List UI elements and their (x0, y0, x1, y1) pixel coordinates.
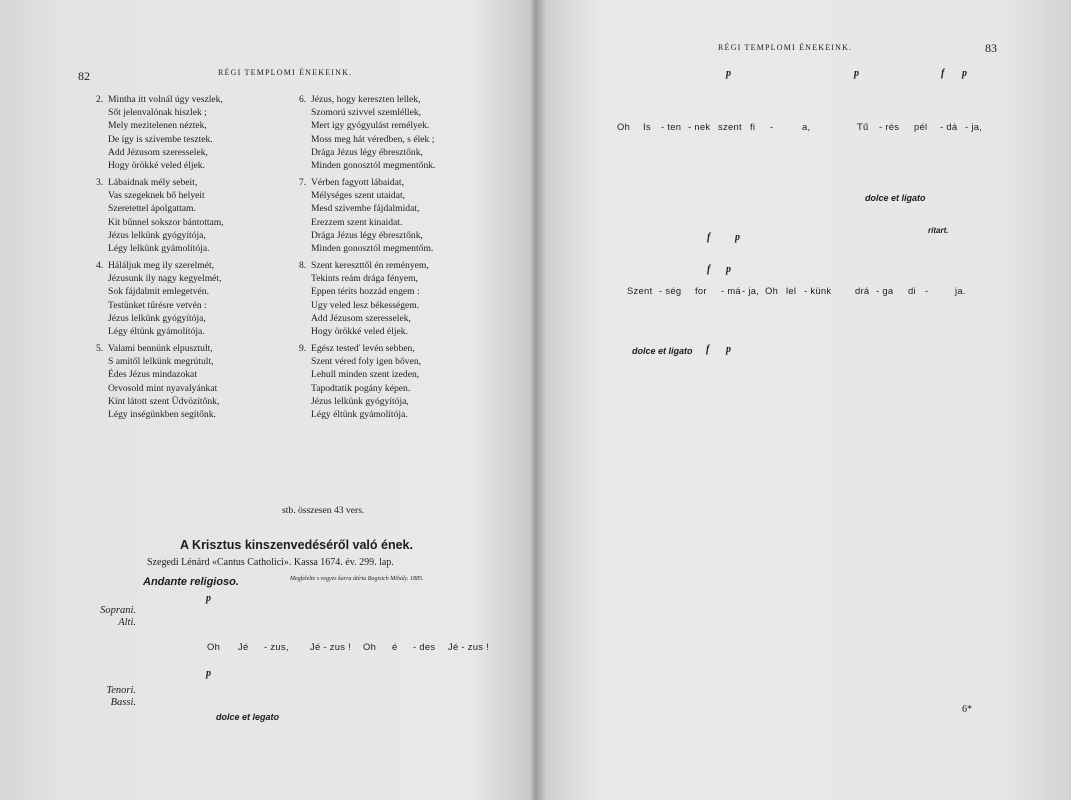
lyric-syllable: - des (413, 641, 436, 652)
lyric-syllable: a, (802, 121, 811, 132)
verse-line: Egész testeď levén sebben, (311, 343, 415, 354)
lyric-syllable: - (770, 121, 774, 132)
verse-line: Szent véred foly igen bőven, (311, 356, 422, 368)
verse-line: Drága Jézus légy ébresztőnk, (311, 229, 423, 241)
verse-number: 4. (96, 260, 104, 271)
lyric-syllable: drá (855, 285, 870, 296)
verse-number: 7. (299, 177, 307, 188)
verse-line: Add Jézusom szeresselek, (311, 312, 411, 324)
lyric-syllable: Oh (765, 285, 779, 296)
lyric-syllable: Is (643, 121, 651, 132)
verse-number: 8. (299, 260, 307, 271)
ritardando-mark: ritart. (928, 226, 949, 235)
voice-tenori: Tenori. (106, 685, 136, 696)
lyric-syllable: Tű (857, 121, 869, 132)
lyric-syllable: Szent (627, 285, 653, 296)
dynamic-mark: p (735, 232, 740, 243)
verse-line: Hogy örökké veled éljek. (311, 325, 408, 337)
lyric-syllable: é (392, 641, 398, 652)
verse-block (96, 93, 223, 172)
voice-soprani: Soprani. (100, 605, 136, 616)
dynamic-mark: p (726, 344, 731, 355)
verse-line: Orvosold mint nyavalyánkat (108, 382, 218, 394)
verse-line: Sok fájdalmit emlegetvén. (108, 286, 209, 298)
verse-line: Lábaidnak mély sebeit, (108, 177, 198, 188)
verse-line: Jézus lelkünk gyógyítója, (311, 395, 409, 407)
verse-line: Szent kereszttől én reményem, (311, 260, 429, 271)
dynamic-mark: f (707, 264, 711, 275)
arranger-credit: Megfelelte s vegyes karra átírta Bogisich Mihály. 1885. (290, 576, 424, 582)
lyric-syllable: di (908, 285, 916, 296)
verse-line: Valami bennünk elpusztult, (108, 343, 213, 354)
lyric-syllable: - (925, 285, 929, 296)
verse-line: De így is szivembe tesztek. (108, 133, 213, 145)
verse-line: Mélységes szent utaidat, (311, 190, 406, 202)
dynamic-mark: f (941, 68, 945, 79)
song-title: A Krisztus kinszenvedéséről való ének. (180, 538, 413, 552)
verse-line: Add Jézusom szeresselek, (108, 146, 208, 158)
dynamic-mark: f (707, 232, 711, 243)
verse-line: S amitől lelkünk megrútult, (108, 356, 214, 368)
expression-mark: dolce et ligato (865, 193, 926, 203)
dynamic-mark: f (706, 344, 710, 355)
lyric-syllable: - ja, (965, 121, 983, 132)
verse-block (96, 259, 222, 338)
dynamic-mark: p (206, 668, 211, 679)
lyric-syllable: Oh (207, 641, 221, 652)
verse-block (299, 259, 429, 338)
running-head: RÉGI TEMPLOMI ÉNEKEINK. (218, 68, 353, 77)
music-staff-upper (140, 600, 510, 640)
verse-line: Drága Jézus légy ébresztőnk, (311, 146, 423, 158)
verse-line: Tapodtatik pogány képen. (311, 382, 411, 394)
verse-line: Lehull minden szent izeden, (311, 369, 420, 381)
running-head: RÉGI TEMPLOMI ÉNEKEINK. (718, 43, 853, 52)
left-page (0, 0, 530, 800)
verse-block (299, 176, 434, 255)
verse-line: Szeretettel ápolgattam. (108, 203, 196, 215)
verse-line: Jézus, hogy kereszten lellek, (311, 94, 421, 105)
verse-line: Légy inségünkben segítőnk. (108, 408, 216, 420)
verse-line: Háláljuk meg ily szerelmét, (108, 260, 215, 271)
lyric-syllable: ja. (955, 285, 966, 296)
tempo-marking: Andante religioso. (143, 576, 239, 588)
verse-line: Minden gonosztól megmentőm. (311, 242, 434, 254)
verse-line: Jézus lelkünk gyógyítója, (108, 229, 206, 241)
lyric-syllable: pél (914, 121, 928, 132)
verse-line: Szomorú szivvel szemléllek, (311, 107, 422, 119)
voice-label-upper (76, 605, 136, 629)
lyric-syllable: - rés (879, 121, 900, 132)
lyric-syllable: szent (718, 121, 742, 132)
verse-line: Mert így gyógyulást remélyek. (311, 120, 430, 132)
verse-number: 5. (96, 343, 104, 354)
lyric-syllable: - ga (876, 285, 894, 296)
voice-bassi: Bassi. (110, 697, 136, 708)
verse-number: 2. (96, 94, 104, 105)
voice-label-lower (76, 685, 136, 709)
lyric-syllable: - dá (940, 121, 958, 132)
verse-number: 3. (96, 177, 104, 188)
verse-block (96, 342, 220, 421)
lyric-syllable: for (695, 285, 707, 296)
verse-block (96, 176, 224, 255)
page-number: 82 (78, 69, 90, 83)
verse-line: Mely mezitelenen néztek, (108, 120, 207, 132)
expression-mark: dolce et ligato (632, 346, 693, 356)
music-staff-lower (140, 680, 510, 720)
verse-number: 9. (299, 343, 307, 354)
lyric-syllable: - ség (659, 285, 682, 296)
verse-line: Tekints reám drága fényem, (311, 273, 418, 285)
dynamic-mark: p (206, 593, 211, 604)
lyric-syllable: - má (721, 285, 741, 296)
music-staff-system1-upper (592, 78, 1002, 118)
verse-line: Sőt jelenvalónak hiszlek ; (108, 107, 207, 119)
verse-line: Légy lelkünk gyámolítója. (108, 242, 210, 254)
music-staff-system1-lower (592, 160, 1002, 200)
verse-line: Légy éltünk gyámolítója. (311, 408, 408, 420)
lyric-syllable: - zus, (264, 641, 289, 652)
lyric-syllable: - künk (804, 285, 832, 296)
lyric-syllable: Jé (238, 641, 249, 652)
dynamic-mark: p (962, 68, 967, 79)
verse-line: Testünket tűrésre vetvén : (108, 299, 207, 311)
music-staff-system2-lower (592, 322, 1002, 362)
dynamic-mark: p (726, 68, 731, 79)
verse-line: Mesd szivembe fájdalmidat, (311, 203, 420, 215)
lyric-syllable: Jé - zus ! (310, 641, 352, 652)
lyric-syllable: Jé - zus ! (448, 641, 490, 652)
music-staff-system2-upper (592, 242, 1002, 282)
source-citation: Szegedi Lénárd «Cantus Catholici». Kassa 1674. év. 299. lap. (147, 557, 394, 568)
verse-line: Kínt látott szent Üdvözítőnk, (108, 395, 220, 407)
verse-block (299, 342, 422, 421)
verse-line: Jézusunk ily nagy kegyelmét, (108, 273, 222, 285)
voice-alti: Alti. (118, 617, 136, 628)
verse-number: 6. (299, 94, 307, 105)
verse-line: Vas szegeknek bő helyeit (108, 190, 205, 202)
verse-line: Eppen térits hozzád engem : (311, 286, 420, 298)
verse-line: Légy éltünk gyámolítója. (108, 325, 205, 337)
verse-line: Édes Jézus mindazokat (108, 369, 197, 381)
verse-line: Jézus lelkünk gyógyítója, (108, 312, 206, 324)
verse-line: Ugy veled lesz békességem. (311, 299, 420, 311)
lyric-syllable: Oh (617, 121, 631, 132)
lyric-syllable: Oh (363, 641, 377, 652)
lyric-syllable: - ten (661, 121, 682, 132)
page-number: 83 (985, 41, 997, 55)
verse-line: Kit bűnnel sokszor bántottam, (108, 216, 224, 228)
expression-mark: dolce et legato (216, 712, 280, 722)
verse-total: stb. összesen 43 vers. (282, 505, 365, 516)
verse-line: Erezzem szent kinaidat. (311, 216, 403, 228)
verse-line: Minden gonosztól megmentőnk. (311, 159, 436, 171)
dynamic-mark: p (726, 264, 731, 275)
verse-block (299, 93, 436, 172)
lyric-syllable: fi (750, 121, 756, 132)
verse-line: Moss meg hát véredben, s élek ; (311, 133, 435, 145)
verse-line: Vérben fagyott lábaidat, (311, 177, 404, 188)
verse-line: Hogy örökké veled éljek. (108, 159, 205, 171)
printer-signature-mark: 6* (962, 704, 972, 715)
verse-line: Mintha itt volnál úgy veszlek, (108, 94, 223, 105)
dynamic-mark: p (854, 68, 859, 79)
lyric-syllable: - nek (688, 121, 711, 132)
lyric-syllable: - ja, (742, 285, 760, 296)
lyric-syllable: lel (786, 285, 797, 296)
right-page (530, 0, 1071, 800)
